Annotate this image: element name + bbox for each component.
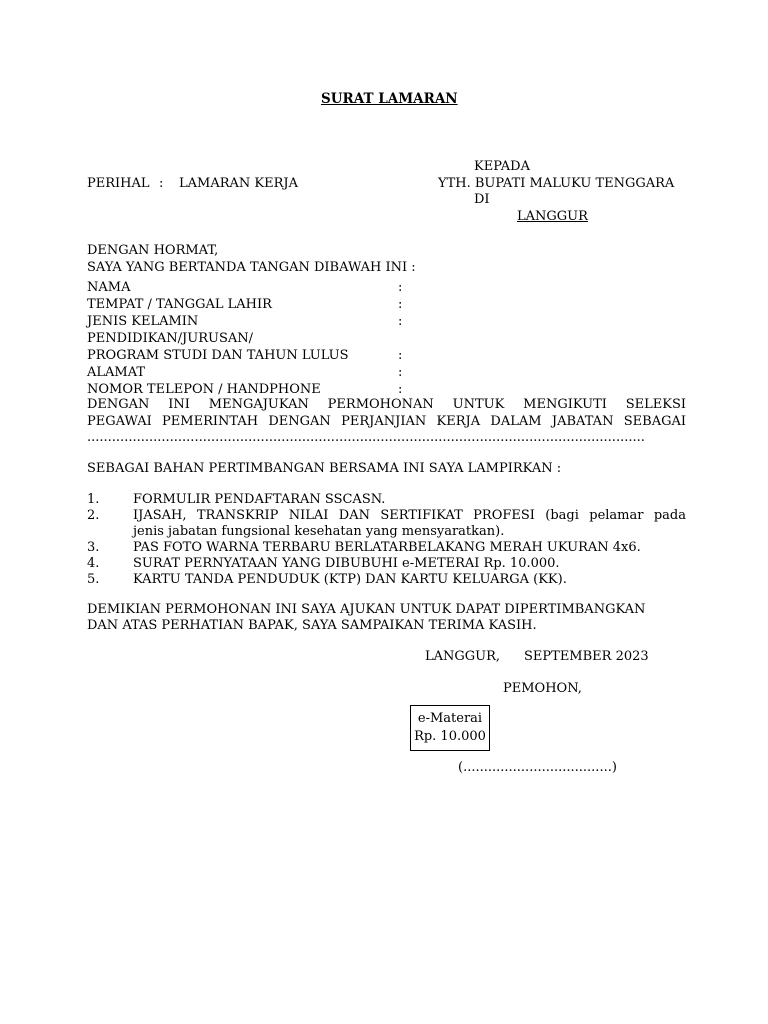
field-colon: : [398, 348, 403, 363]
attachment-item: KARTU TANDA PENDUDUK (KTP) DAN KARTU KELUARGA (KK). [133, 572, 567, 587]
signature-name-placeholder: (....................................) [458, 760, 617, 775]
attachment-number: 2. [87, 508, 100, 523]
signature-role: PEMOHON, [503, 681, 582, 696]
field-label-name: NAMA [87, 280, 131, 295]
attachment-item: PAS FOTO WARNA TERBARU BERLATARBELAKANG MERAH UKURAN 4x6. [133, 540, 641, 555]
request-line-dots: ....................................................................................................................................... [87, 430, 645, 445]
stamp-label: e-Materai [417, 711, 483, 726]
attachment-number: 5. [87, 572, 100, 587]
signature-place: LANGGUR, [425, 649, 501, 664]
field-colon: : [398, 365, 403, 380]
recipient-line-kepada: KEPADA [474, 159, 530, 174]
e-materai-box [410, 705, 490, 751]
signature-date: SEPTEMBER 2023 [524, 649, 649, 664]
attachment-number: 4. [87, 556, 100, 571]
subject-label: PERIHAL [87, 176, 150, 191]
intro-text: SAYA YANG BERTANDA TANGAN DIBAWAH INI : [87, 260, 416, 275]
letter-title: SURAT LAMARAN [321, 91, 458, 107]
recipient-line-bupati: YTH. BUPATI MALUKU TENGGARA [438, 176, 675, 191]
subject-colon: : [159, 176, 164, 191]
recipient-line-place: LANGGUR [517, 209, 588, 224]
closing-line-1: DEMIKIAN PERMOHONAN INI SAYA AJUKAN UNTUK DAPAT DIPERTIMBANGKAN [87, 602, 646, 617]
field-label-phone: NOMOR TELEPON / HANDPHONE [87, 382, 321, 397]
request-line-1: DENGAN INI MENGAJUKAN PERMOHONAN UNTUK MENGIKUTI SELEKSI [87, 397, 686, 412]
field-colon: : [398, 314, 403, 329]
field-colon: : [398, 382, 403, 397]
closing-line-2: DAN ATAS PERHATIAN BAPAK, SAYA SAMPAIKAN TERIMA KASIH. [87, 618, 537, 633]
stamp-value: Rp. 10.000 [414, 729, 486, 744]
subject-value: LAMARAN KERJA [179, 176, 298, 191]
field-label-study-program: PROGRAM STUDI DAN TAHUN LULUS [87, 348, 349, 363]
field-colon: : [398, 280, 403, 295]
attachment-item: FORMULIR PENDAFTARAN SSCASN. [133, 492, 386, 507]
field-label-education: PENDIDIKAN/JURUSAN/ [87, 331, 254, 346]
field-label-gender: JENIS KELAMIN [87, 314, 199, 329]
request-line-2: PEGAWAI PEMERINTAH DENGAN PERJANJIAN KERJA DALAM JABATAN SEBAGAI [87, 414, 686, 429]
recipient-line-di: DI [474, 192, 490, 207]
field-label-address: ALAMAT [87, 365, 146, 380]
attachment-number: 3. [87, 540, 100, 555]
attachment-item: IJASAH, TRANSKRIP NILAI DAN SERTIFIKAT PROFESI (bagi pelamar pada [133, 508, 686, 523]
field-colon: : [398, 297, 403, 312]
attachment-item: SURAT PERNYATAAN YANG DIBUBUHI e-METERAI Rp. 10.000. [133, 556, 560, 571]
attachment-number: 1. [87, 492, 100, 507]
attachments-intro: SEBAGAI BAHAN PERTIMBANGAN BERSAMA INI SAYA LAMPIRKAN : [87, 461, 562, 476]
field-label-birth: TEMPAT / TANGGAL LAHIR [87, 297, 272, 312]
attachment-item-continued: jenis jabatan fungsional kesehatan yang mensyaratkan). [133, 524, 505, 539]
greeting: DENGAN HORMAT, [87, 243, 219, 258]
